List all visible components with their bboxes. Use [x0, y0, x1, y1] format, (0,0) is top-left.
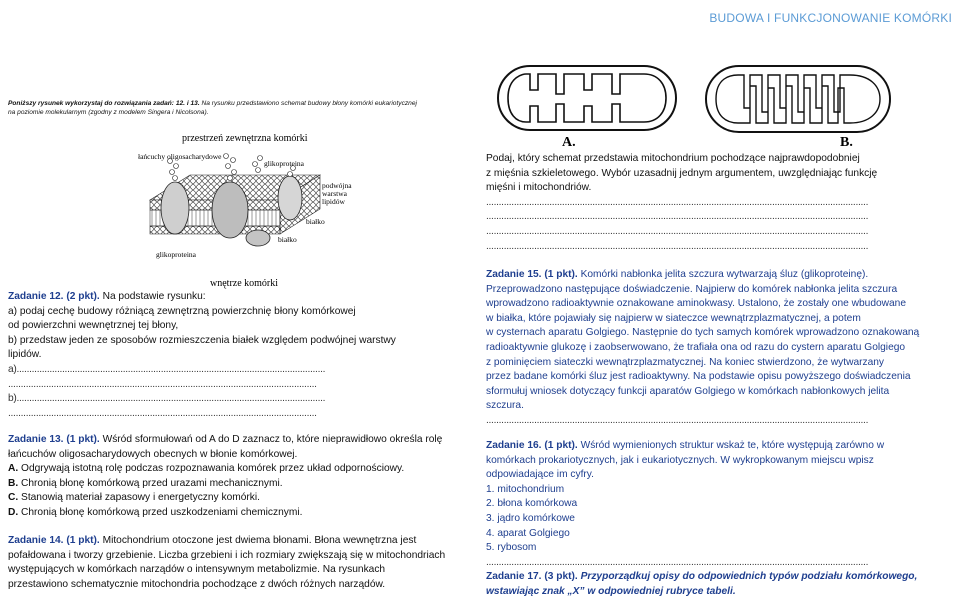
task-12: [8, 290, 446, 421]
task-16-points: (1 pkt).: [544, 440, 578, 451]
label-inner-space: wnętrze komórki: [210, 278, 279, 289]
mitochondrion-a: [498, 66, 676, 130]
label-b: B.: [840, 135, 853, 150]
task-17-head: Zadanie 17.: [486, 571, 542, 582]
task-12-line-4: lipidów.: [8, 349, 42, 361]
task-17-points: (3 pkt).: [544, 571, 578, 582]
task-13-line-2: łańcuchów oligosacharydowych obecnych w błonie komórkowej.: [8, 448, 298, 460]
label-protein-bottom: białko: [278, 235, 297, 244]
task-15-line-7: z pominięciem siateczki wewnątrzplazmatycznej. Na koniec stwierdzono, że wytwarzany: [486, 356, 885, 368]
answer-line-14-4[interactable]: .......................................................................................................................................................: [486, 240, 869, 252]
option-b-text: Chronią błonę komórkową przed urazami mechanicznymi.: [18, 477, 283, 489]
option-c[interactable]: [8, 491, 442, 506]
section-title: BUDOWA I FUNKCJONOWANIE KOMÓRKI: [709, 11, 952, 25]
answer-line-b2[interactable]: ..........................................................................................................................: [8, 407, 317, 419]
answer-line-14-3[interactable]: .......................................................................................................................................................: [486, 225, 869, 237]
task-15-line-3: wprowadzono radioaktywnie oznakowane aminokwasy. Ustalono, że zostały one wbudowane: [486, 298, 906, 310]
option-c-text: Stanowią materiał zapasowy i energetyczny komórki.: [18, 492, 260, 504]
task-13-intro: Wśród sformułowań od A do D zaznacz to, które nieprawidłowo określa rolę: [99, 434, 443, 445]
answer-line-a2[interactable]: ..........................................................................................................................: [8, 378, 317, 390]
list-item-3: 3. jądro komórkowe: [486, 512, 575, 524]
question-line-2: z mięśnia szkieletowego. Wybór uzasadnij jednym argumentem, uwzględniając funkcję: [486, 167, 878, 179]
task-14-question: [486, 152, 934, 254]
option-d[interactable]: [8, 506, 442, 521]
mitochondrion-b: [706, 66, 890, 132]
intro-line2: na poziomie molekularnym (zgodny z modelem Singera i Nicolsona).: [8, 109, 209, 116]
answer-line-14-1[interactable]: .......................................................................................................................................................: [486, 196, 869, 208]
protein-center: [212, 182, 248, 238]
label-outer-space: przestrzeń zewnętrzna komórki: [182, 133, 308, 144]
protein-right: [278, 176, 302, 220]
intro-rest: Na rysunku przedstawiono schemat budowy błony komórki eukariotycznej: [199, 100, 417, 107]
intro-bold: Poniższy rysunek wykorzystaj do rozwiązania zadań: 12. i 13.: [8, 100, 200, 107]
answer-line-b[interactable]: b)..........................................................................................................................: [8, 393, 326, 405]
option-b-letter: B.: [8, 477, 19, 489]
task-14-intro: Mitochondrium otoczone jest dwiema błonami. Błona wewnętrzna jest: [99, 535, 417, 546]
task-14-points: (1 pkt).: [66, 535, 100, 546]
task-16-head: Zadanie 16.: [486, 440, 542, 451]
option-a-text: Odgrywają istotną rolę podczas rozpoznawania komórek przez układ odpornościowy.: [18, 463, 405, 475]
task-15-line-9: sformułuj wniosek dotyczący funkcji aparatów Golgiego w komórkach nabłonkowych jelita: [486, 385, 890, 397]
label-glycoprotein-bottom: glikoproteina: [156, 250, 196, 259]
task-17-line-2: wstawiając znak „X” w odpowiedniej rubryce tabeli.: [486, 585, 736, 597]
answer-line-15[interactable]: .......................................................................................................................................................: [486, 414, 869, 426]
task-12-points: (2 pkt).: [66, 291, 100, 302]
task-16-line-3: odpowiadające im cyfry.: [486, 469, 594, 481]
label-glycoprotein-top: glikoproteina: [264, 159, 304, 168]
task-15-head: Zadanie 15.: [486, 269, 542, 280]
task-17-intro: Przyporządkuj opisy do odpowiednich typów podziału komórkowego,: [577, 571, 918, 582]
task-14: [8, 534, 445, 592]
task-12-intro: Na podstawie rysunku:: [99, 291, 206, 302]
task-15-line-8: przez badane komórki śluz jest radioaktywny. Na podstawie opisu powyższego doświadczenia: [486, 371, 911, 383]
task-14-line-3: występujących w komórkach narządów o intensywnym metabolizmie. Na rysunkach: [8, 564, 386, 576]
task-16-line-2: komórkach prokariotycznych, jak i eukariotycznych. W wykropkowanym miejscu wpisz: [486, 454, 874, 466]
list-item-1: 1. mitochondrium: [486, 483, 565, 495]
task-13-head: Zadanie 13.: [8, 434, 64, 445]
label-oligo: łańcuchy oligosacharydowe: [138, 152, 222, 161]
task-14-head: Zadanie 14.: [8, 535, 64, 546]
question-line-1: Podaj, który schemat przedstawia mitochondrium pochodzące najprawdopodobniej: [486, 153, 860, 164]
protein-bottom: [246, 230, 270, 246]
task-12-line-3: b) przedstaw jeden ze sposobów rozmieszczenia białek względem podwójnej warstwy: [8, 334, 396, 346]
task-15-line-6: radioaktywnie glukozę i zaobserwowano, że trafiała ona od razu do cystern aparatu Golgiego: [486, 341, 906, 353]
label-bilayer-1: podwójna: [322, 181, 352, 190]
task-16: [486, 439, 952, 570]
task-15: [486, 268, 934, 429]
task-15-intro: Komórki nabłonka jelita szczura wytwarzają śluz (glikoproteinę).: [577, 269, 869, 280]
task-14-line-2: pofałdowana i tworzy grzebienie. Liczba grzebieni i ich rozmiary zwiększają się w mitochondriach: [8, 549, 446, 561]
label-a: A.: [562, 135, 576, 150]
protein-left: [161, 182, 189, 234]
option-d-text: Chronią błonę komórkową przed uszkodzeniami chemicznymi.: [18, 506, 303, 518]
task-12-head: Zadanie 12.: [8, 291, 64, 302]
option-b[interactable]: [8, 477, 442, 492]
task-12-line-1: a) podaj cechę budowy różniącą zewnętrzną powierzchnię błony komórkowej: [8, 305, 356, 317]
list-item-4: 4. aparat Golgiego: [486, 527, 570, 539]
label-bilayer-3: lipidów: [322, 197, 345, 206]
label-bilayer-2: warstwa: [322, 189, 347, 198]
task-17: [486, 570, 917, 598]
task-13-points: (1 pkt).: [66, 434, 100, 445]
task-14-line-4: przestawiono schematycznie mitochondria pochodzące z dwóch różnych narządów.: [8, 578, 386, 590]
label-protein-right: białko: [306, 217, 325, 226]
question-line-3: mięśni i mitochondriów.: [486, 182, 592, 194]
task-13: [8, 433, 442, 521]
task-16-intro: Wśród wymienionych struktur wskaż te, które występują zarówno w: [577, 440, 885, 451]
task-12-line-2: od powierzchni wewnętrznej tej błony,: [8, 320, 179, 332]
intro-text: [8, 99, 417, 117]
task-15-line-4: w białka, które pojawiały się najpierw w siateczce wewnątrzplazmatycznej, a potem: [486, 312, 861, 324]
option-a-letter: A.: [8, 463, 19, 475]
list-item-2: 2. błona komórkowa: [486, 498, 578, 510]
task-15-line-2: Przeprowadzono następujące doświadczenie. Najpierw do komórek nabłonka jelita szczura: [486, 283, 898, 295]
answer-line-14-2[interactable]: .......................................................................................................................................................: [486, 211, 869, 223]
task-15-points: (1 pkt).: [544, 269, 578, 280]
task-15-line-5: w cysternach aparatu Golgiego. Następnie do tych samych komórek wprowadzono oznakowaną: [486, 327, 920, 339]
header-band: [0, 0, 960, 38]
option-a[interactable]: [8, 462, 442, 477]
mitochondria-diagram: [494, 60, 894, 150]
list-item-5: 5. rybosom: [486, 542, 537, 554]
task-15-line-10: szczura.: [486, 400, 524, 412]
membrane-diagram: [130, 130, 370, 290]
option-c-letter: C.: [8, 492, 19, 504]
option-d-letter: D.: [8, 506, 19, 518]
answer-line-a[interactable]: a)..........................................................................................................................: [8, 363, 326, 375]
answer-line-16[interactable]: .......................................................................................................................................................: [486, 556, 869, 568]
